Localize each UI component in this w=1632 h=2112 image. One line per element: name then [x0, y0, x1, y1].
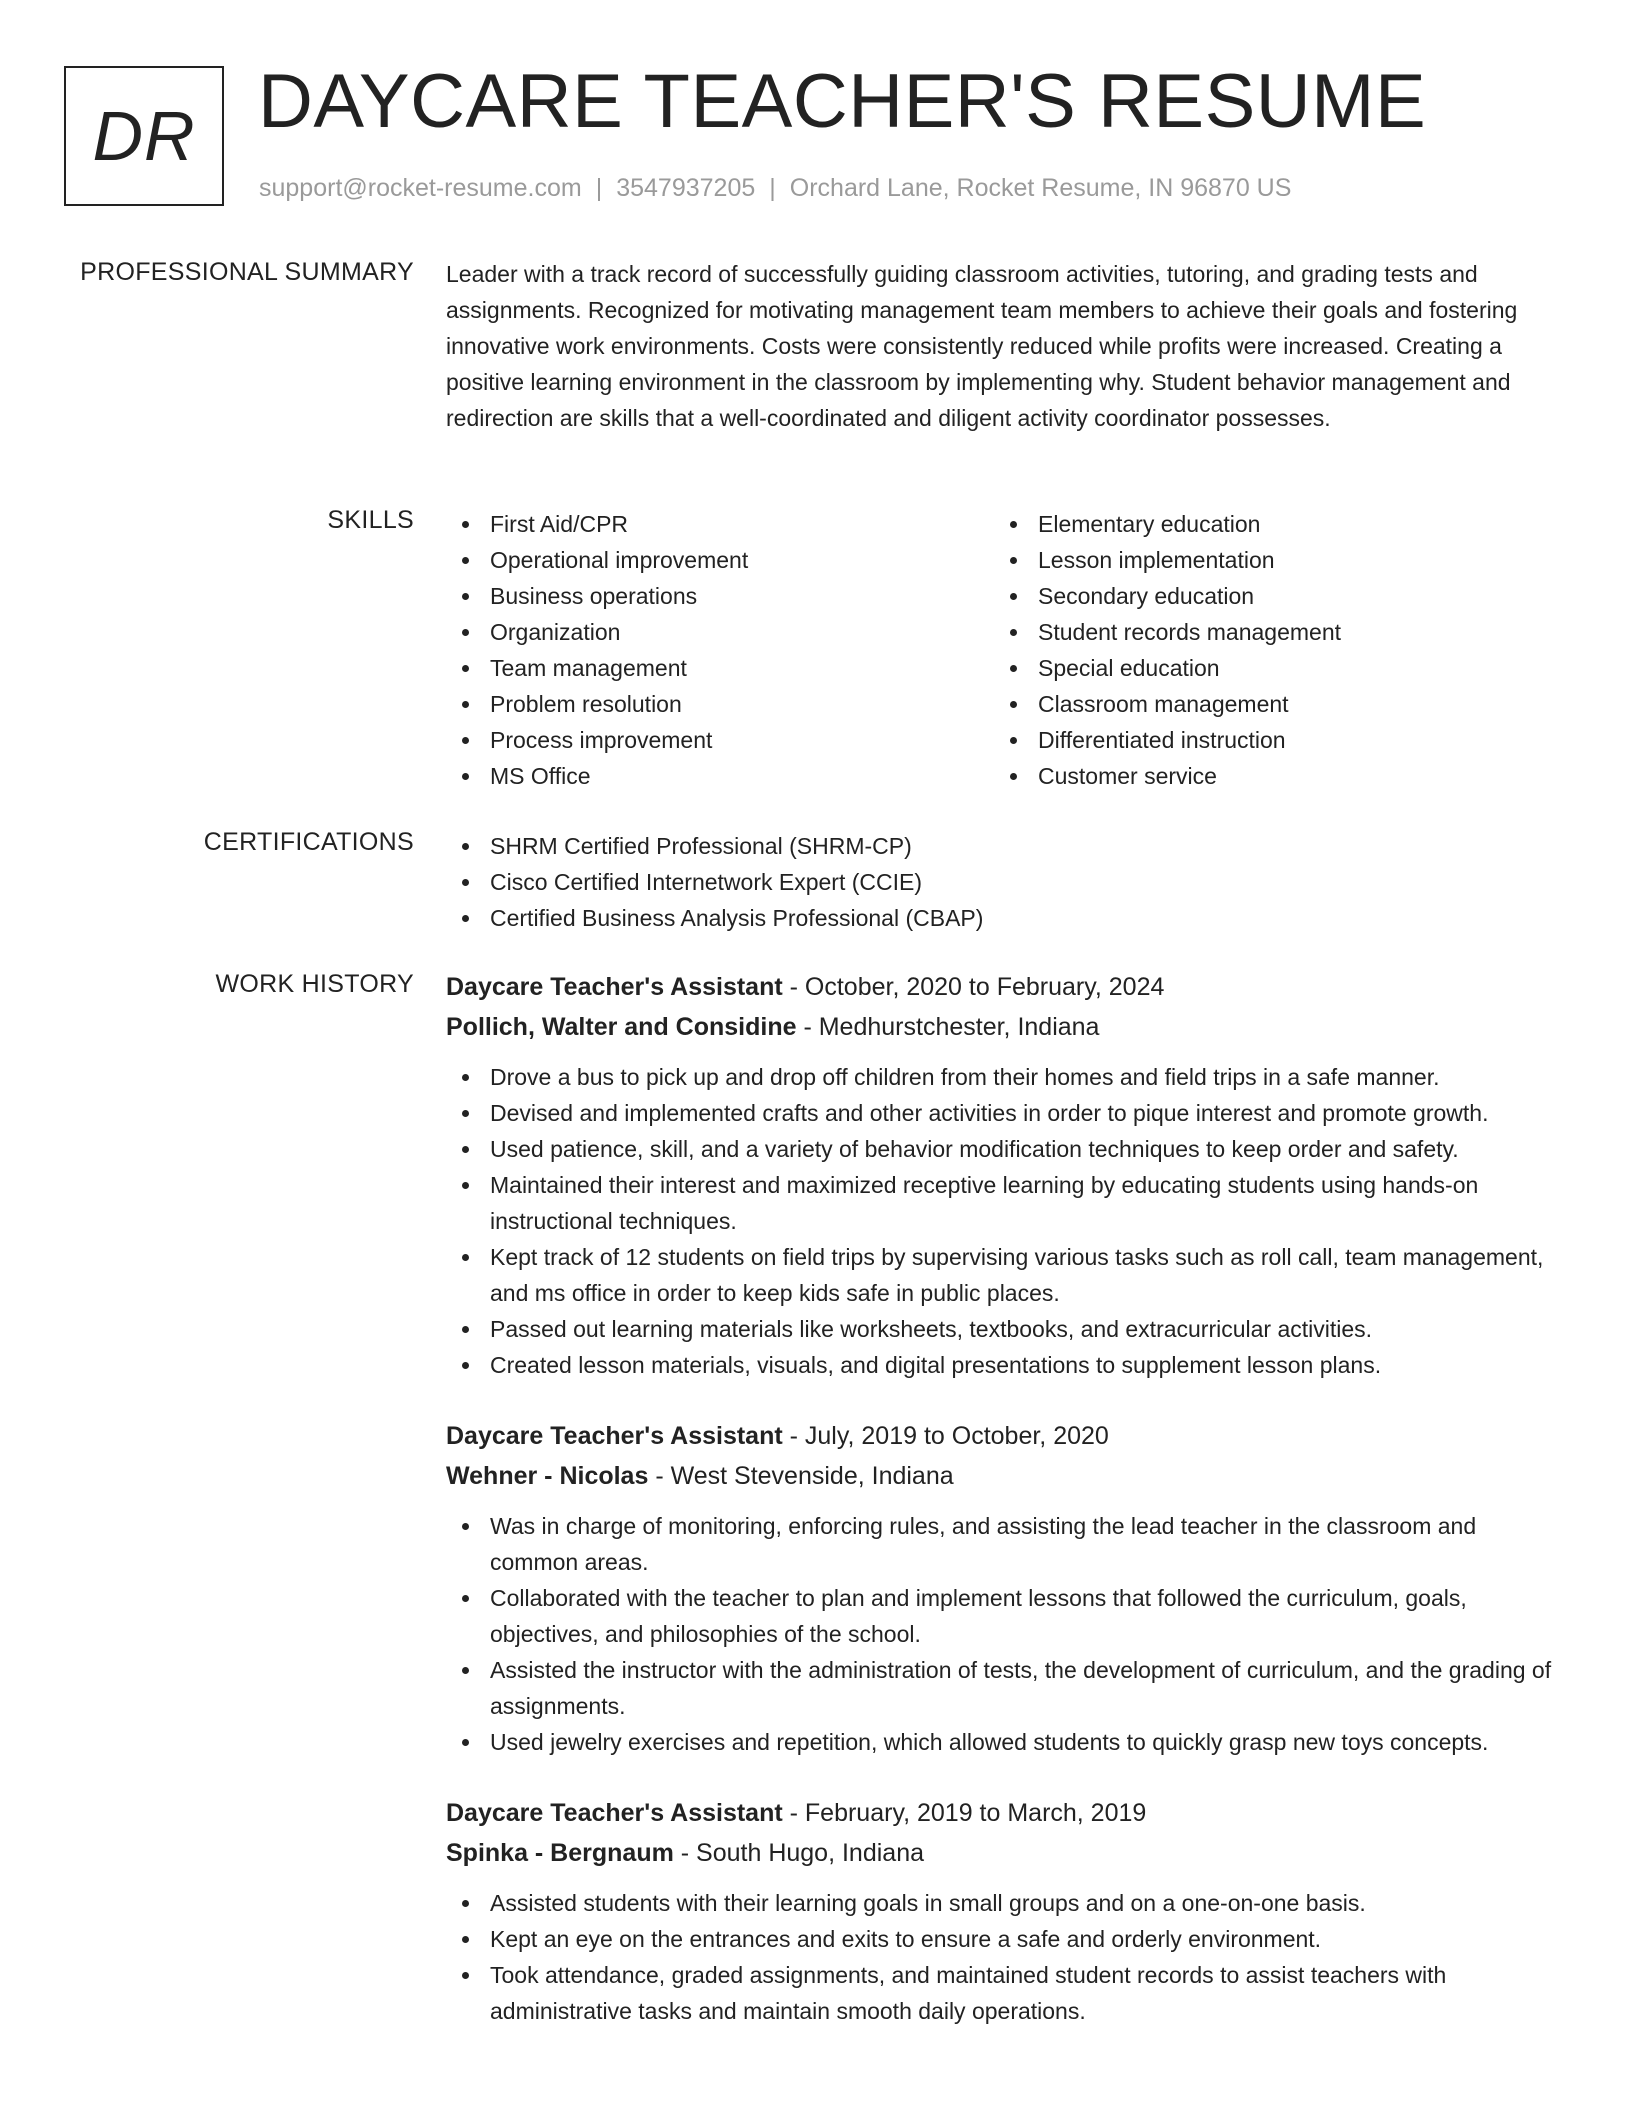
job-bullets — [446, 1508, 1566, 1760]
skill-item: Differentiated instruction — [994, 722, 1542, 758]
skill-item: Student records management — [994, 614, 1542, 650]
job-location: - Medhurstchester, Indiana — [796, 1013, 1100, 1041]
skills-columns — [446, 506, 1566, 794]
job-bullet: Devised and implemented crafts and other activities in order to pique interest and promote growth. — [446, 1095, 1566, 1131]
job-bullet: Created lesson materials, visuals, and digital presentations to supplement lesson plans. — [446, 1347, 1566, 1383]
job-title-line — [446, 1416, 1566, 1456]
contact-separator: | — [595, 174, 603, 202]
skills-heading: SKILLS — [327, 506, 414, 534]
job-dates: - July, 2019 to October, 2020 — [782, 1422, 1109, 1450]
jobs-list — [446, 967, 1566, 2062]
skill-item: Secondary education — [994, 578, 1542, 614]
job-bullet: Took attendance, graded assignments, and maintained student records to assist teachers with administrative tasks and maintain smooth daily operations. — [446, 1957, 1566, 2029]
contact-separator: | — [769, 174, 776, 202]
job-company: Pollich, Walter and Considine — [446, 1013, 797, 1041]
certification-item: Cisco Certified Internetwork Expert (CCIE) — [446, 864, 1566, 900]
skill-item: First Aid/CPR — [446, 506, 994, 542]
skill-item: Special education — [994, 650, 1542, 686]
summary-text: Leader with a track record of successfully guiding classroom activities, tutoring, and grading tests and assignments. Recognized for motivating management team members to achieve their goals and fostering innovative work environments. Costs were consistently reduced while profits were increased. Creating a positive learning environment in the classroom by implementing why. Student behavior management and redirection are skills that a well-coordinated and diligent activity coordinator possesses. — [446, 261, 1518, 431]
job-title: Daycare Teacher's Assistant — [446, 1799, 783, 1827]
job-bullet: Passed out learning materials like worksheets, textbooks, and extracurricular activities. — [446, 1311, 1566, 1347]
job-title-line — [446, 1793, 1566, 1833]
skill-item: Lesson implementation — [994, 542, 1542, 578]
job-bullet: Kept track of 12 students on field trips by supervising various tasks such as roll call, team management, and ms office in order to keep kids safe in public places. — [446, 1239, 1566, 1311]
job-title: Daycare Teacher's Assistant — [446, 973, 783, 1001]
job-dates: - February, 2019 to March, 2019 — [782, 1799, 1147, 1827]
contact-email: support@rocket-resume.com — [259, 174, 582, 202]
skill-item: Process improvement — [446, 722, 994, 758]
job-company-line — [446, 1833, 1566, 1873]
job-title-line — [446, 967, 1566, 1007]
skills-list-right — [994, 506, 1542, 794]
job-bullet: Assisted students with their learning goals in small groups and on a one-on-one basis. — [446, 1885, 1566, 1921]
job-bullet: Assisted the instructor with the administration of tests, the development of curriculum, and the grading of assignments. — [446, 1652, 1566, 1724]
contact-address: Orchard Lane, Rocket Resume, IN 96870 US — [789, 174, 1292, 202]
summary-heading: PROFESSIONAL SUMMARY — [80, 258, 414, 286]
job-company-line — [446, 1007, 1566, 1047]
certification-item: SHRM Certified Professional (SHRM-CP) — [446, 828, 1566, 864]
job-company: Spinka - Bergnaum — [446, 1839, 674, 1867]
job-bullet: Kept an eye on the entrances and exits to ensure a safe and orderly environment. — [446, 1921, 1566, 1957]
job-dates: - October, 2020 to February, 2024 — [782, 973, 1165, 1001]
job-bullets — [446, 1885, 1566, 2029]
skill-item: Classroom management — [994, 686, 1542, 722]
skill-item: Organization — [446, 614, 994, 650]
skill-item: Team management — [446, 650, 994, 686]
resume-title: DAYCARE TEACHER'S RESUME — [258, 59, 1427, 144]
skills-list-left — [446, 506, 994, 794]
job-bullet: Used patience, skill, and a variety of behavior modification techniques to keep order and safety. — [446, 1131, 1566, 1167]
job-bullet: Collaborated with the teacher to plan and implement lessons that followed the curriculum, goals, objectives, and philosophies of the school. — [446, 1580, 1566, 1652]
contact-phone: 3547937205 — [616, 174, 756, 202]
job-company-line — [446, 1456, 1566, 1496]
contact-line — [259, 174, 1291, 203]
skill-item: MS Office — [446, 758, 994, 794]
job-company: Wehner - Nicolas — [446, 1462, 649, 1490]
job-entry — [446, 967, 1566, 1383]
skill-item: Operational improvement — [446, 542, 994, 578]
certifications-heading: CERTIFICATIONS — [203, 828, 414, 856]
skill-item: Customer service — [994, 758, 1542, 794]
job-bullets — [446, 1059, 1566, 1383]
job-bullet: Used jewelry exercises and repetition, which allowed students to quickly grasp new toys concepts. — [446, 1724, 1566, 1760]
skill-item: Elementary education — [994, 506, 1542, 542]
job-location: - South Hugo, Indiana — [673, 1839, 924, 1867]
initials-monogram — [64, 66, 224, 206]
certification-item: Certified Business Analysis Professional (CBAP) — [446, 900, 1566, 936]
job-entry — [446, 1416, 1566, 1760]
skill-item: Business operations — [446, 578, 994, 614]
certifications-list — [446, 828, 1566, 936]
skill-item: Problem resolution — [446, 686, 994, 722]
job-entry — [446, 1793, 1566, 2029]
initials-text: DR — [92, 97, 196, 175]
work-history-heading: WORK HISTORY — [215, 970, 414, 998]
job-bullet: Was in charge of monitoring, enforcing rules, and assisting the lead teacher in the classroom and common areas. — [446, 1508, 1566, 1580]
job-bullet: Drove a bus to pick up and drop off children from their homes and field trips in a safe manner. — [446, 1059, 1566, 1095]
job-title: Daycare Teacher's Assistant — [446, 1422, 783, 1450]
job-bullet: Maintained their interest and maximized receptive learning by educating students using hands-on instructional techniques. — [446, 1167, 1566, 1239]
job-location: - West Stevenside, Indiana — [648, 1462, 954, 1490]
